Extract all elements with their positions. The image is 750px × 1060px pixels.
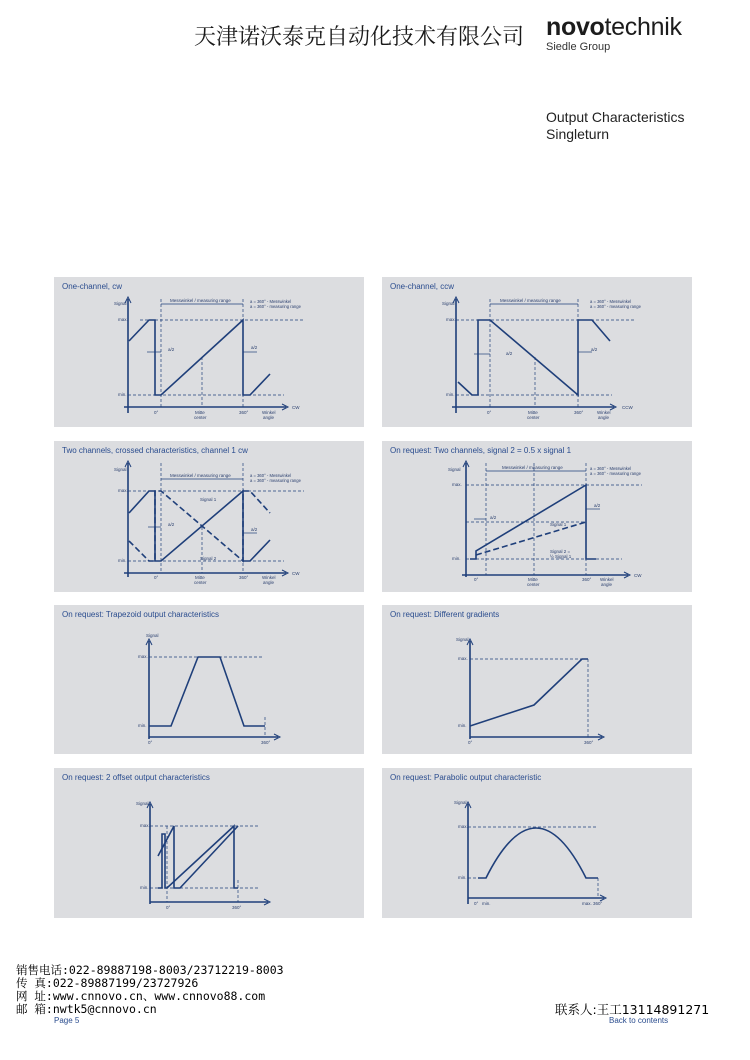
diagram-label: a = 360° - Messwinkel: [250, 473, 292, 478]
diagram-label: CW: [292, 405, 300, 410]
panel-title: On request: Trapezoid output characteristics: [62, 610, 219, 619]
panel-title: One-channel, cw: [62, 282, 123, 291]
diagram-panel-one-channel-cw: [54, 277, 364, 427]
diagram-label: a = 360° - measuring range: [590, 304, 641, 309]
back-to-contents-link[interactable]: Back to contents: [609, 1016, 669, 1025]
diagram-label: Signal 2: [200, 556, 217, 561]
contact-person: 联系人:王工13114891271: [555, 1002, 710, 1017]
diagram-label: Winkel: [600, 577, 614, 582]
diagram-label: max.: [138, 654, 148, 659]
diagram-offset: [54, 768, 364, 918]
diagram-label: Signal 2 =: [550, 549, 571, 554]
diagram-label: min.: [140, 885, 149, 890]
diagram-label: angle: [601, 582, 613, 587]
diagram-label: min.: [118, 392, 127, 397]
diagram-label: a = 360° - measuring range: [250, 304, 301, 309]
diagram-label: center: [527, 415, 540, 420]
diagram-label: CCW: [622, 405, 633, 410]
diagram-label: 0°: [154, 410, 159, 415]
diagram-label: max.: [140, 823, 150, 828]
diagram-panel-two-channels-crossed: [54, 441, 364, 592]
panel-title: On request: Parabolic output characteristic: [390, 773, 542, 782]
company-name-cn: 天津诺沃泰克自动化技术有限公司: [194, 25, 525, 50]
diagram-label: Signal: [146, 633, 159, 638]
diagram-label: a/2: [594, 503, 601, 508]
diagram-label: 0°: [148, 740, 153, 745]
diagram-label: a = 360° - Messwinkel: [590, 299, 632, 304]
diagram-label: Signal: [114, 301, 127, 306]
diagram-label: angle: [263, 580, 275, 585]
diagram-label: Signal: [442, 301, 455, 306]
brand-name: novotechnik: [546, 13, 682, 41]
diagram-label: Signal 1: [200, 497, 217, 502]
diagram-parabolic: [382, 768, 692, 918]
diagram-label: max.: [118, 488, 128, 493]
fax: 传 真:022-89887199/23727926: [16, 976, 199, 990]
diagram-label: a/2: [506, 351, 513, 356]
diagram-label: Winkel: [597, 410, 611, 415]
panel-title: On request: 2 offset output characteristics: [62, 773, 210, 782]
diagram-label: Messwinkel / measuring range: [502, 465, 563, 470]
diagram-label: center: [194, 580, 207, 585]
diagram-label: center: [194, 415, 207, 420]
email[interactable]: 邮 箱:nwtk5@cnnovo.cn: [16, 1002, 157, 1016]
brand-subtitle: Siedle Group: [546, 41, 611, 53]
diagram-label: 360°: [582, 577, 592, 582]
diagram-panel-one-channel-ccw: [382, 277, 692, 427]
diagram-label: center: [527, 582, 540, 587]
diagram-label: max.: [458, 824, 468, 829]
diagram-label: a/2: [251, 527, 258, 532]
diagram-panel-parabolic: [382, 768, 692, 918]
panel-title: One-channel, ccw: [390, 282, 455, 291]
diagram-label: 0°: [166, 905, 171, 910]
diagram-label: 360°: [239, 575, 249, 580]
diagram-half-signal: [382, 441, 692, 592]
diagram-label: min.: [446, 392, 455, 397]
diagram-label: CW: [292, 571, 300, 576]
diagram-label: Mitte: [195, 410, 205, 415]
diagram-label: a/2: [490, 515, 497, 520]
diagram-label: a = 360° - Messwinkel: [590, 466, 632, 471]
diagram-label: min.: [458, 875, 467, 880]
diagram-trapezoid: [54, 605, 364, 754]
diagram-label: max.: [446, 317, 456, 322]
diagram-label: Winkel: [262, 410, 276, 415]
diagram-label: Signal: [448, 467, 461, 472]
diagram-label: a/2: [591, 347, 598, 352]
diagram-label: Signal: [136, 801, 149, 806]
diagram-label: Winkel: [262, 575, 276, 580]
diagram-label: Mitte: [528, 577, 538, 582]
diagram-label: Signal: [454, 800, 467, 805]
panel-title: On request: Two channels, signal 2 = 0.5 x signal 1: [390, 446, 572, 455]
diagram-panel-different-gradients: [382, 605, 692, 754]
diagram-label: 0°: [487, 410, 492, 415]
diagram-one-channel-ccw: [382, 277, 692, 427]
diagram-label: Messwinkel / measuring range: [170, 298, 231, 303]
diagram-label: Mitte: [195, 575, 205, 580]
diagram-label: a/2: [168, 347, 175, 352]
diagram-label: 360°: [593, 901, 603, 906]
panel-title: On request: Different gradients: [390, 610, 500, 619]
diagram-two-channels-crossed: [54, 441, 364, 592]
brand-logo: [546, 14, 682, 53]
diagram-label: max.: [118, 317, 128, 322]
diagram-label: a/2: [251, 345, 258, 350]
diagram-label: CW: [634, 573, 642, 578]
website[interactable]: 网 址:www.cnnovo.cn、www.cnnovo88.com: [16, 989, 266, 1003]
panel-title: Two channels, crossed characteristics, channel 1 cw: [62, 446, 248, 455]
diagram-label: 360°: [574, 410, 584, 415]
diagram-panel-half-signal: [382, 441, 692, 592]
diagram-panel-offset: [54, 768, 364, 918]
diagram-label: Signal: [456, 637, 469, 642]
page-title: Output Characteristics Singleturn: [546, 109, 685, 142]
diagram-label: Messwinkel / measuring range: [170, 473, 231, 478]
diagram-label: angle: [598, 415, 610, 420]
diagram-label: min.: [458, 723, 467, 728]
diagram-label: min.: [452, 556, 461, 561]
diagram-label: min.: [138, 723, 147, 728]
diagram-label: 0°: [474, 577, 479, 582]
diagram-label: 360°: [232, 905, 242, 910]
diagram-label: 0°: [468, 740, 473, 745]
diagram-label: max.: [458, 656, 468, 661]
diagram-label: a = 360° - Messwinkel: [250, 299, 292, 304]
diagram-label: Messwinkel / measuring range: [500, 298, 561, 303]
diagram-label: ½ Signal 1: [550, 554, 572, 559]
diagram-label: 360°: [584, 740, 594, 745]
sales-phone: 销售电话:022-89887198-8003/23712219-8003: [16, 963, 284, 977]
diagram-label: Signal: [114, 467, 127, 472]
diagram-label: max.: [582, 901, 592, 906]
diagram-label: 0°: [154, 575, 159, 580]
diagram-label: 360°: [261, 740, 271, 745]
diagram-label: Mitte: [528, 410, 538, 415]
diagram-label: a = 360° - measuring range: [590, 471, 641, 476]
diagram-label: min.: [118, 558, 127, 563]
diagram-different-gradients: [382, 605, 692, 754]
diagram-label: 360°: [239, 410, 249, 415]
diagram-label: a/2: [168, 522, 175, 527]
diagram-label: Signal 1: [550, 522, 567, 527]
diagram-label: max.: [452, 482, 462, 487]
page-number: Page 5: [54, 1016, 80, 1025]
diagram-panel-trapezoid: [54, 605, 364, 754]
diagram-label: a = 360° - measuring range: [250, 478, 301, 483]
diagram-one-channel-cw: [54, 277, 364, 427]
diagram-label: 0°: [474, 901, 479, 906]
contact-block: [16, 964, 284, 1016]
diagram-label: min.: [482, 901, 491, 906]
diagram-label: angle: [263, 415, 275, 420]
